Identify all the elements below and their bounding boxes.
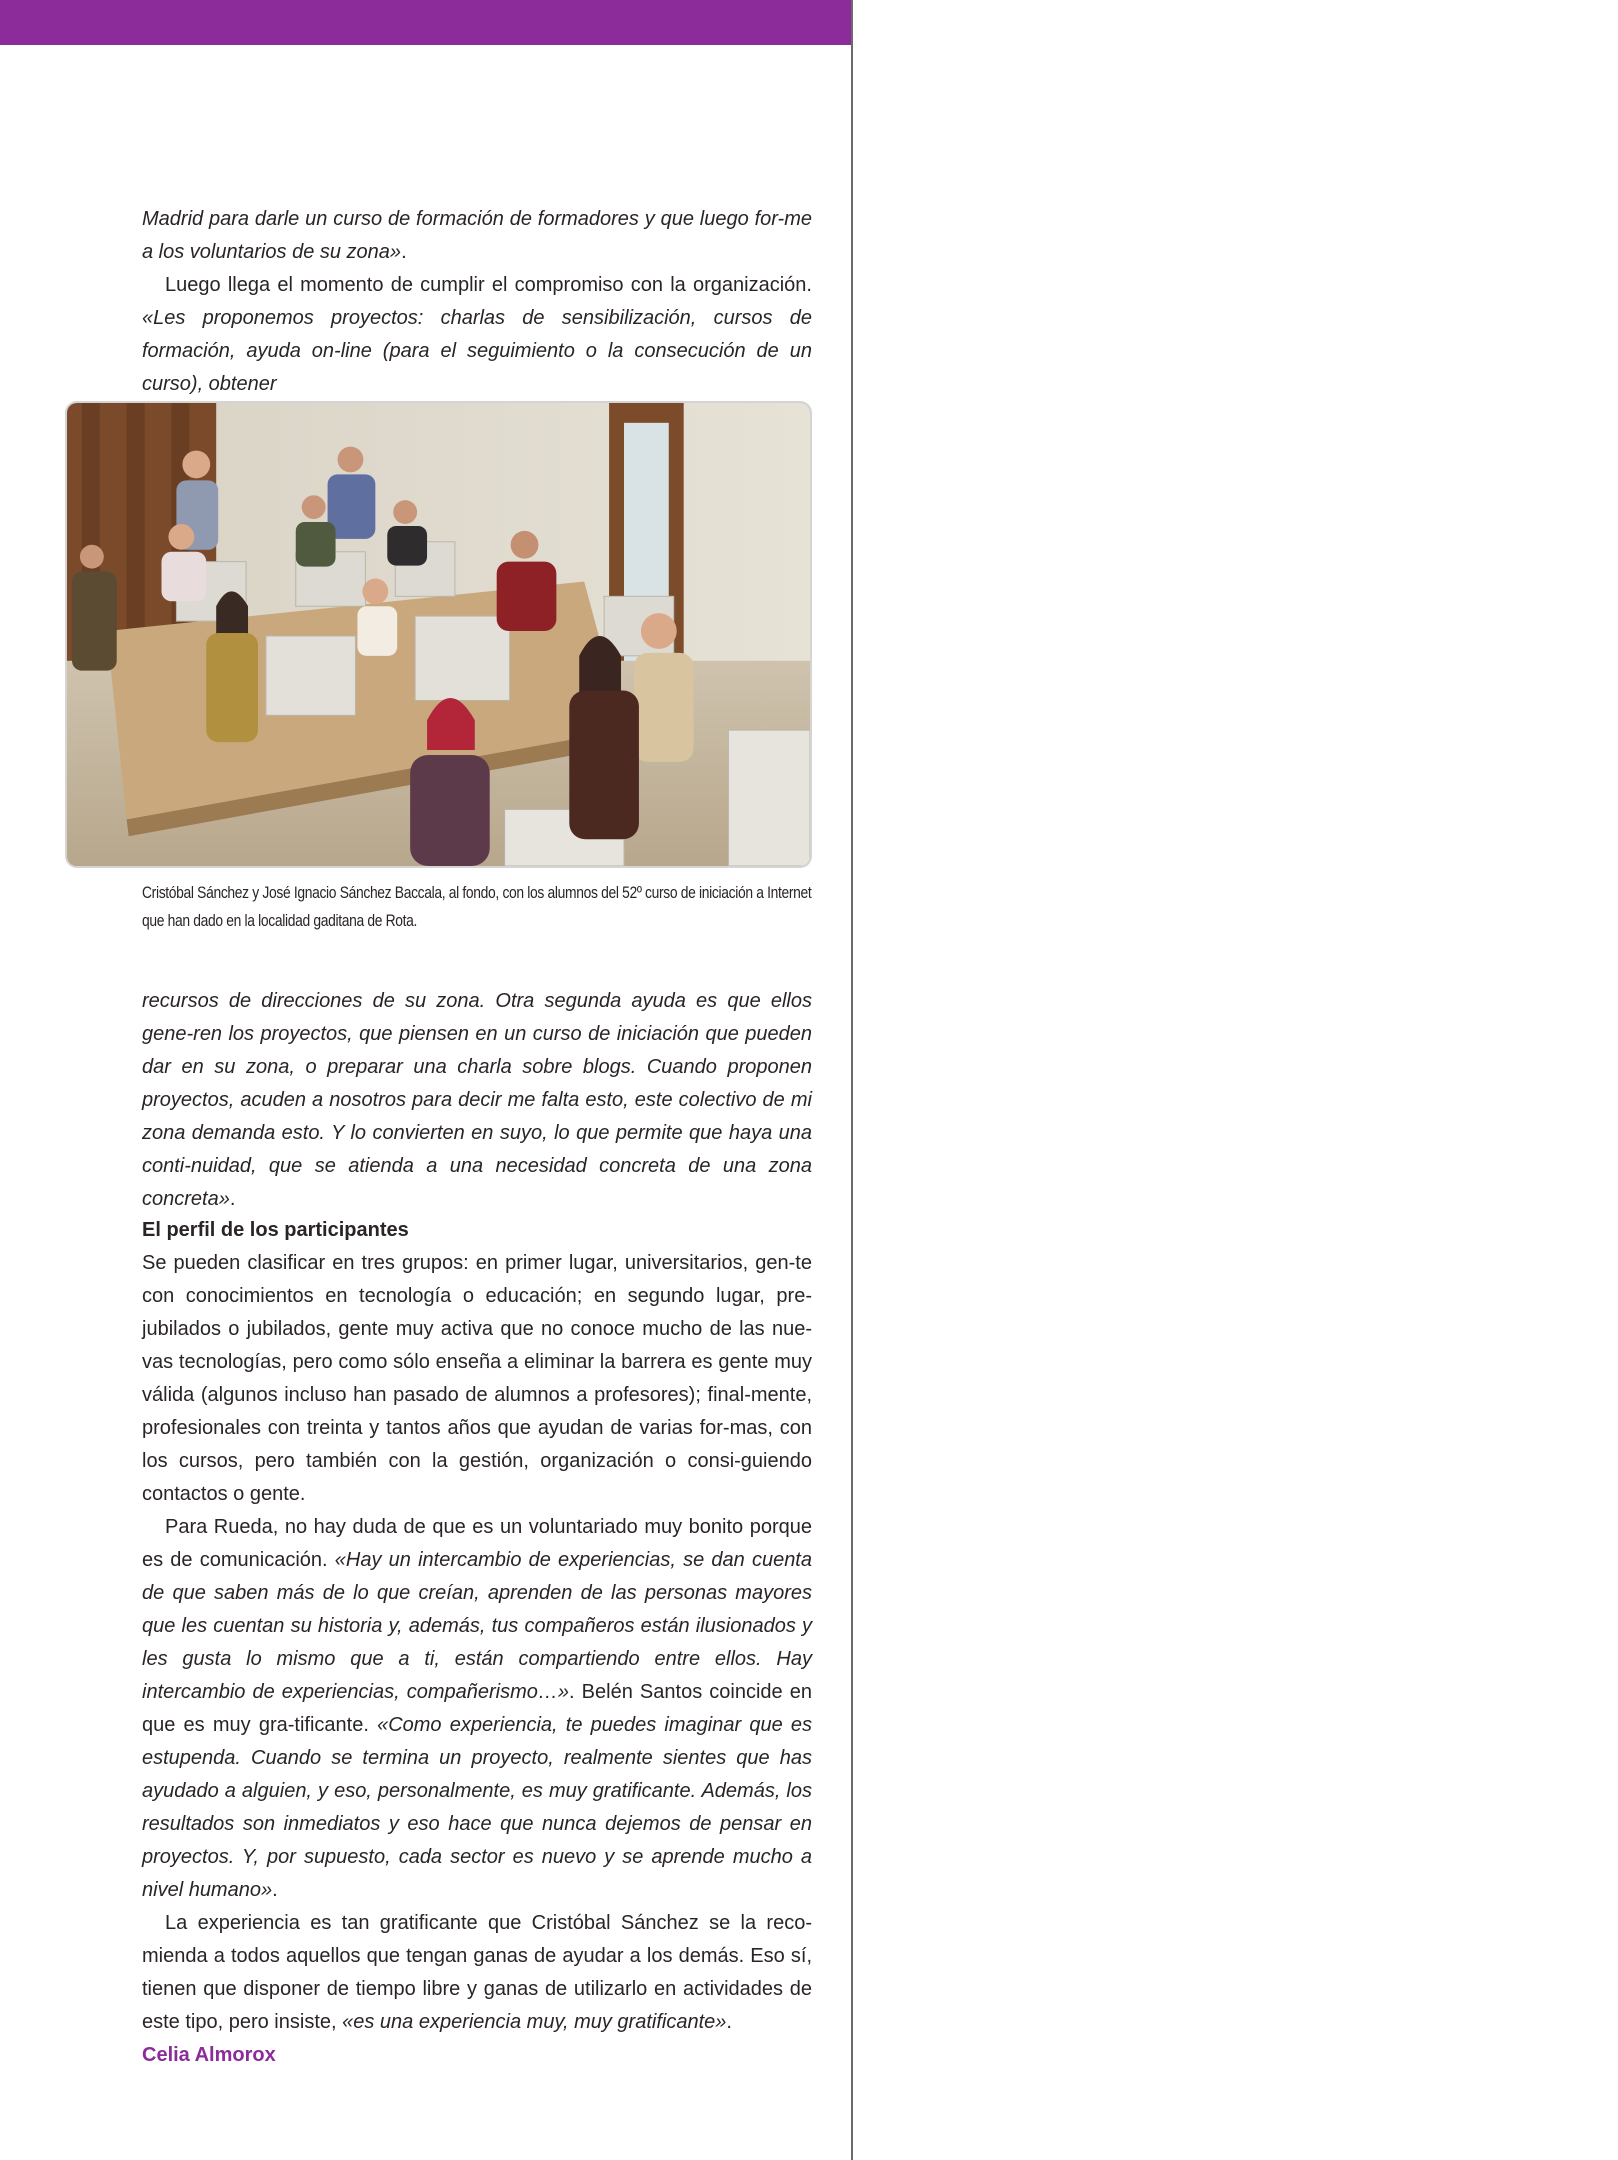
page-divider — [851, 0, 853, 2160]
paragraph-rueda: Para Rueda, no hay duda de que es un voluntariado muy bonito porque es de comunicación. «Hay un intercambio de experiencias, se dan cuenta de que saben más de lo que creían, aprenden de las personas mayores que les cuentan su historia y, además, tus compañeros están ilusionados y les gusta lo mismo que a ti, están compartiendo entre ellos. Hay intercambio de experiencias, compañerismo…». Belén Santos coincide en que es muy gra-tificante. «Como experiencia, te puedes imaginar que es estupenda. Cuando se termina un proyecto, realmente sientes que has ayudado a alguien, y eso, personalmente, es muy gratificante. Además, los resultados son inmediatos y eso hace que nunca dejemos de pensar en proyectos. Y, por supuesto, cada sector es nuevo y se aprende mucho a nivel humano». — [142, 1516, 813, 1901]
article-photo — [65, 401, 812, 868]
paragraph-quote-resources: recursos de direcciones de su zona. Otra segunda ayuda es que ellos gene-ren los proyectos, que piensen en un curso de iniciación que pueden dar en su zona, o preparar una charla sobre blogs. Cuando proponen proyectos, acuden a nosotros para decir me falta esto, este colectivo de mi zona demanda esto. Y lo convierten en suyo, lo que permite que haya una conti-nuidad, que se atienda a una necesidad concreta de una zona concreta». — [142, 990, 812, 1210]
paragraph-conclusion: La experiencia es tan gratificante que Cristóbal Sánchez se la reco-mienda a todos aquellos que tengan ganas de ayudar a los demás. Eso sí, tienen que disponer de tiempo libre y ganas de utilizarlo en actividades de este tipo, pero insiste, «es una experiencia muy, muy gratificante». — [142, 1912, 812, 2033]
paragraph-commitment: Luego llega el momento de cumplir el compromiso con la organización. «Les proponemos proyectos: charlas de sensibilización, cursos de formación, ayuda on-line (para el seguimiento o la consecución de un curso), obtener — [142, 274, 812, 395]
section-heading: El perfil de los participantes — [142, 1219, 409, 1241]
paragraph-quote-continuation: Madrid para darle un curso de formación de formadores y que luego for-me a los voluntarios de su zona». — [142, 208, 812, 263]
article-text-top — [142, 203, 812, 401]
article-section-profile — [142, 1214, 812, 2072]
photo-caption: Cristóbal Sánchez y José Ignacio Sánchez Baccala, al fondo, con los alumnos del 52º curso de iniciación a Internet que han dado en la localidad gaditana de Rota. — [142, 884, 812, 930]
article-text-middle — [142, 985, 812, 1216]
paragraph-groups: Se pueden clasificar en tres grupos: en primer lugar, universitarios, gen-te con conocimientos en tecnología o educación; en segundo lugar, pre-jubilados o jubilados, gente muy activa que no conoce mucho de las nue-vas tecnologías, pero como sólo enseña a eliminar la barrera es gente muy válida (algunos incluso han pasado de alumnos a profesores); final-mente, profesionales con treinta y tantos años que ayudan de varias for-mas, con los cursos, pero también con la gestión, organización o consi-guiendo contactos o gente. — [142, 1252, 812, 1505]
classroom-photo-illustration — [67, 403, 810, 866]
header-color-bar — [0, 0, 851, 45]
author-signature: Celia Almorox — [142, 2044, 276, 2066]
